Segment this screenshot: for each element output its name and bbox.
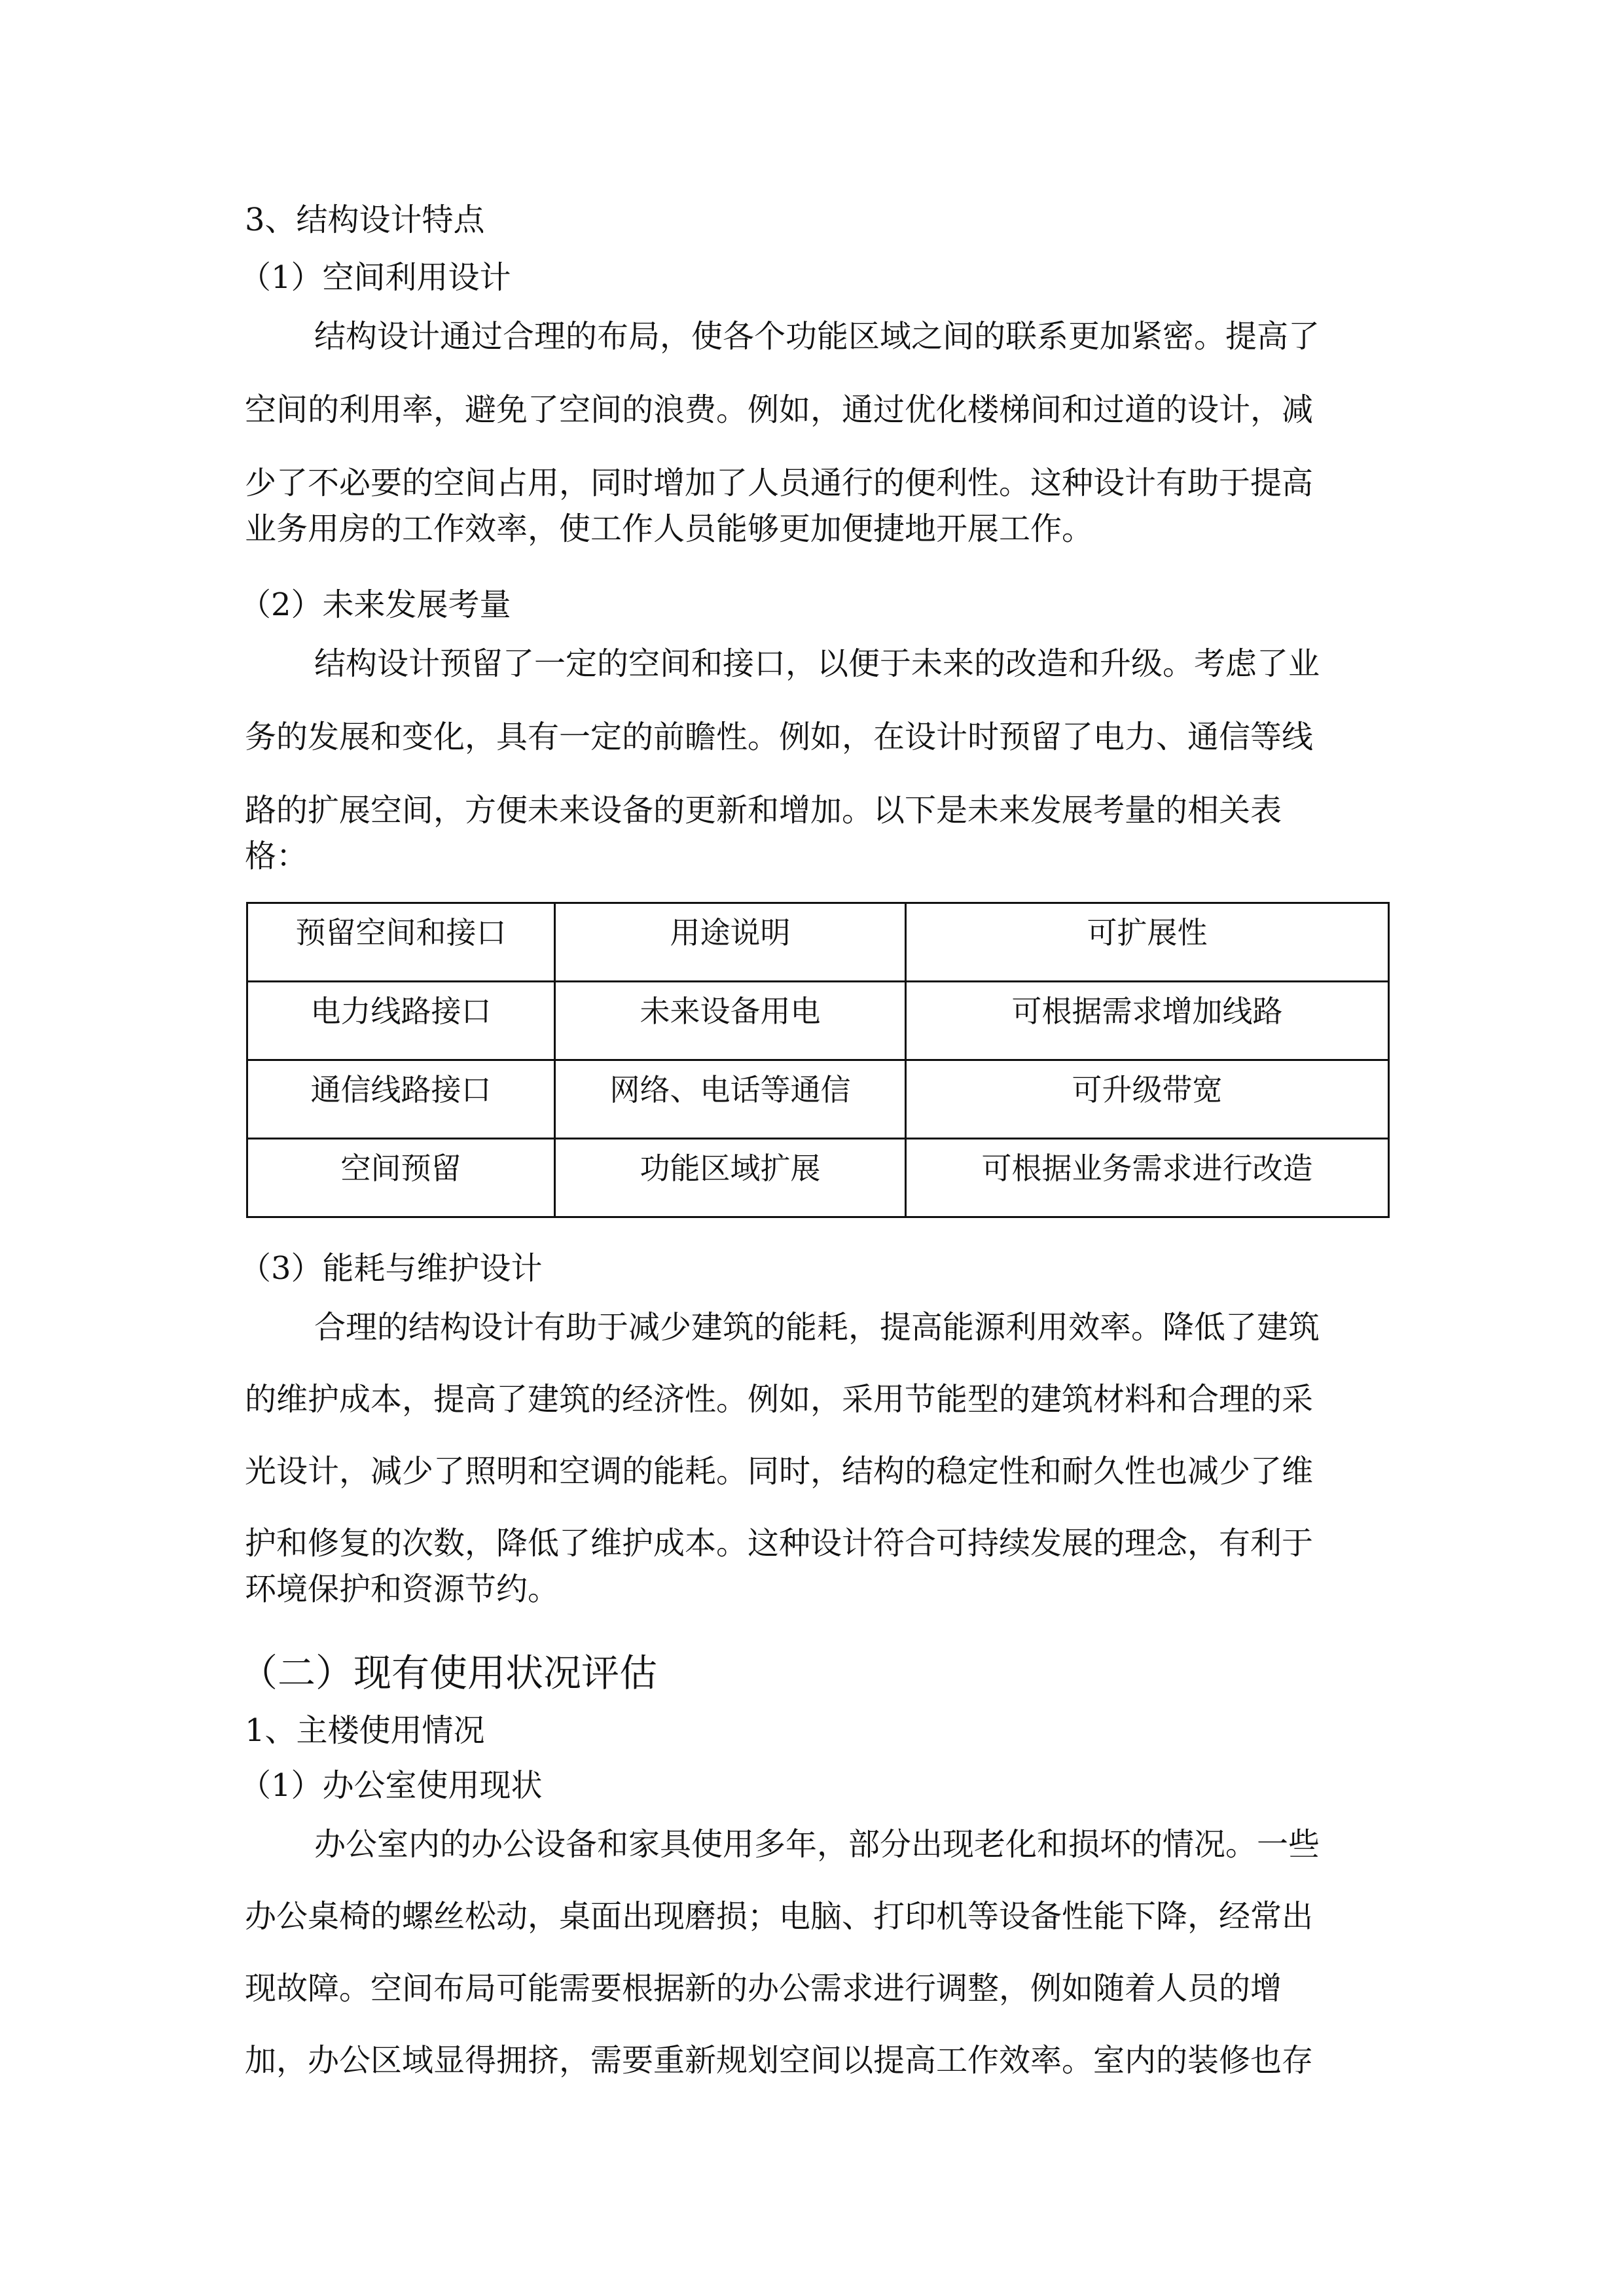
paragraph-line: 结构设计预留了一定的空间和接口，以便于未来的改造和升级。考虑了业 [314, 645, 1320, 682]
paragraph-line: 护和修复的次数，降低了维护成本。这种设计符合可持续发展的理念，有利于 [245, 1525, 1314, 1562]
table-row [247, 1139, 1389, 1217]
table-header-cell: 用途说明 [555, 903, 906, 982]
section-title-usage-assessment: （二）现有使用状况评估 [240, 1651, 658, 1695]
table-cell: 空间预留 [247, 1139, 555, 1217]
table-header-cell: 可扩展性 [906, 903, 1389, 982]
table-cell: 可根据业务需求进行改造 [906, 1139, 1389, 1217]
paragraph-line: 办公室内的办公设备和家具使用多年，部分出现老化和损坏的情况。一些 [314, 1826, 1320, 1863]
paragraph-line: 环境保护和资源节约。 [245, 1571, 560, 1607]
paragraph-line: 业务用房的工作效率，使工作人员能够更加便捷地开展工作。 [245, 511, 1094, 547]
subheading-office-usage: （1）办公室使用现状 [240, 1767, 543, 1804]
paragraph-line: 合理的结构设计有助于减少建筑的能耗，提高能源利用效率。降低了建筑 [314, 1309, 1320, 1346]
paragraph-line: 务的发展和变化，具有一定的前瞻性。例如，在设计时预留了电力、通信等线 [245, 719, 1314, 755]
table-header-cell: 预留空间和接口 [247, 903, 555, 982]
subheading-energy-maintenance: （3）能耗与维护设计 [240, 1250, 543, 1287]
table-cell: 通信线路接口 [247, 1060, 555, 1139]
table-cell: 功能区域扩展 [555, 1139, 906, 1217]
subheading-space-utilization: （1）空间利用设计 [240, 259, 511, 296]
heading-structural-features: 3、结构设计特点 [245, 202, 485, 238]
paragraph-line: 的维护成本，提高了建筑的经济性。例如，采用节能型的建筑材料和合理的采 [245, 1381, 1314, 1418]
heading-main-building-usage: 1、主楼使用情况 [245, 1712, 485, 1749]
paragraph-line: 结构设计通过合理的布局，使各个功能区域之间的联系更加紧密。提高了 [314, 318, 1320, 355]
table-cell: 电力线路接口 [247, 982, 555, 1060]
table-cell: 可根据需求增加线路 [906, 982, 1389, 1060]
paragraph-line: 格： [245, 838, 308, 874]
paragraph-line: 空间的利用率，避免了空间的浪费。例如，通过优化楼梯间和过道的设计，减 [245, 391, 1314, 428]
paragraph-line: 办公桌椅的螺丝松动，桌面出现磨损；电脑、打印机等设备性能下降，经常出 [245, 1898, 1314, 1935]
table-row [247, 982, 1389, 1060]
paragraph-line: 少了不必要的空间占用，同时增加了人员通行的便利性。这种设计有助于提高 [245, 465, 1314, 501]
table-header-row [247, 903, 1389, 982]
table-cell: 可升级带宽 [906, 1060, 1389, 1139]
paragraph-line: 现故障。空间布局可能需要根据新的办公需求进行调整，例如随着人员的增 [245, 1970, 1282, 2007]
subheading-future-development: （2）未来发展考量 [240, 586, 511, 623]
paragraph-line: 加，办公区域显得拥挤，需要重新规划空间以提高工作效率。室内的装修也存 [245, 2042, 1314, 2079]
future-development-table [246, 902, 1390, 1218]
table-cell: 网络、电话等通信 [555, 1060, 906, 1139]
table-cell: 未来设备用电 [555, 982, 906, 1060]
paragraph-line: 路的扩展空间，方便未来设备的更新和增加。以下是未来发展考量的相关表 [245, 792, 1282, 829]
table-row [247, 1060, 1389, 1139]
paragraph-line: 光设计，减少了照明和空调的能耗。同时，结构的稳定性和耐久性也减少了维 [245, 1453, 1314, 1490]
